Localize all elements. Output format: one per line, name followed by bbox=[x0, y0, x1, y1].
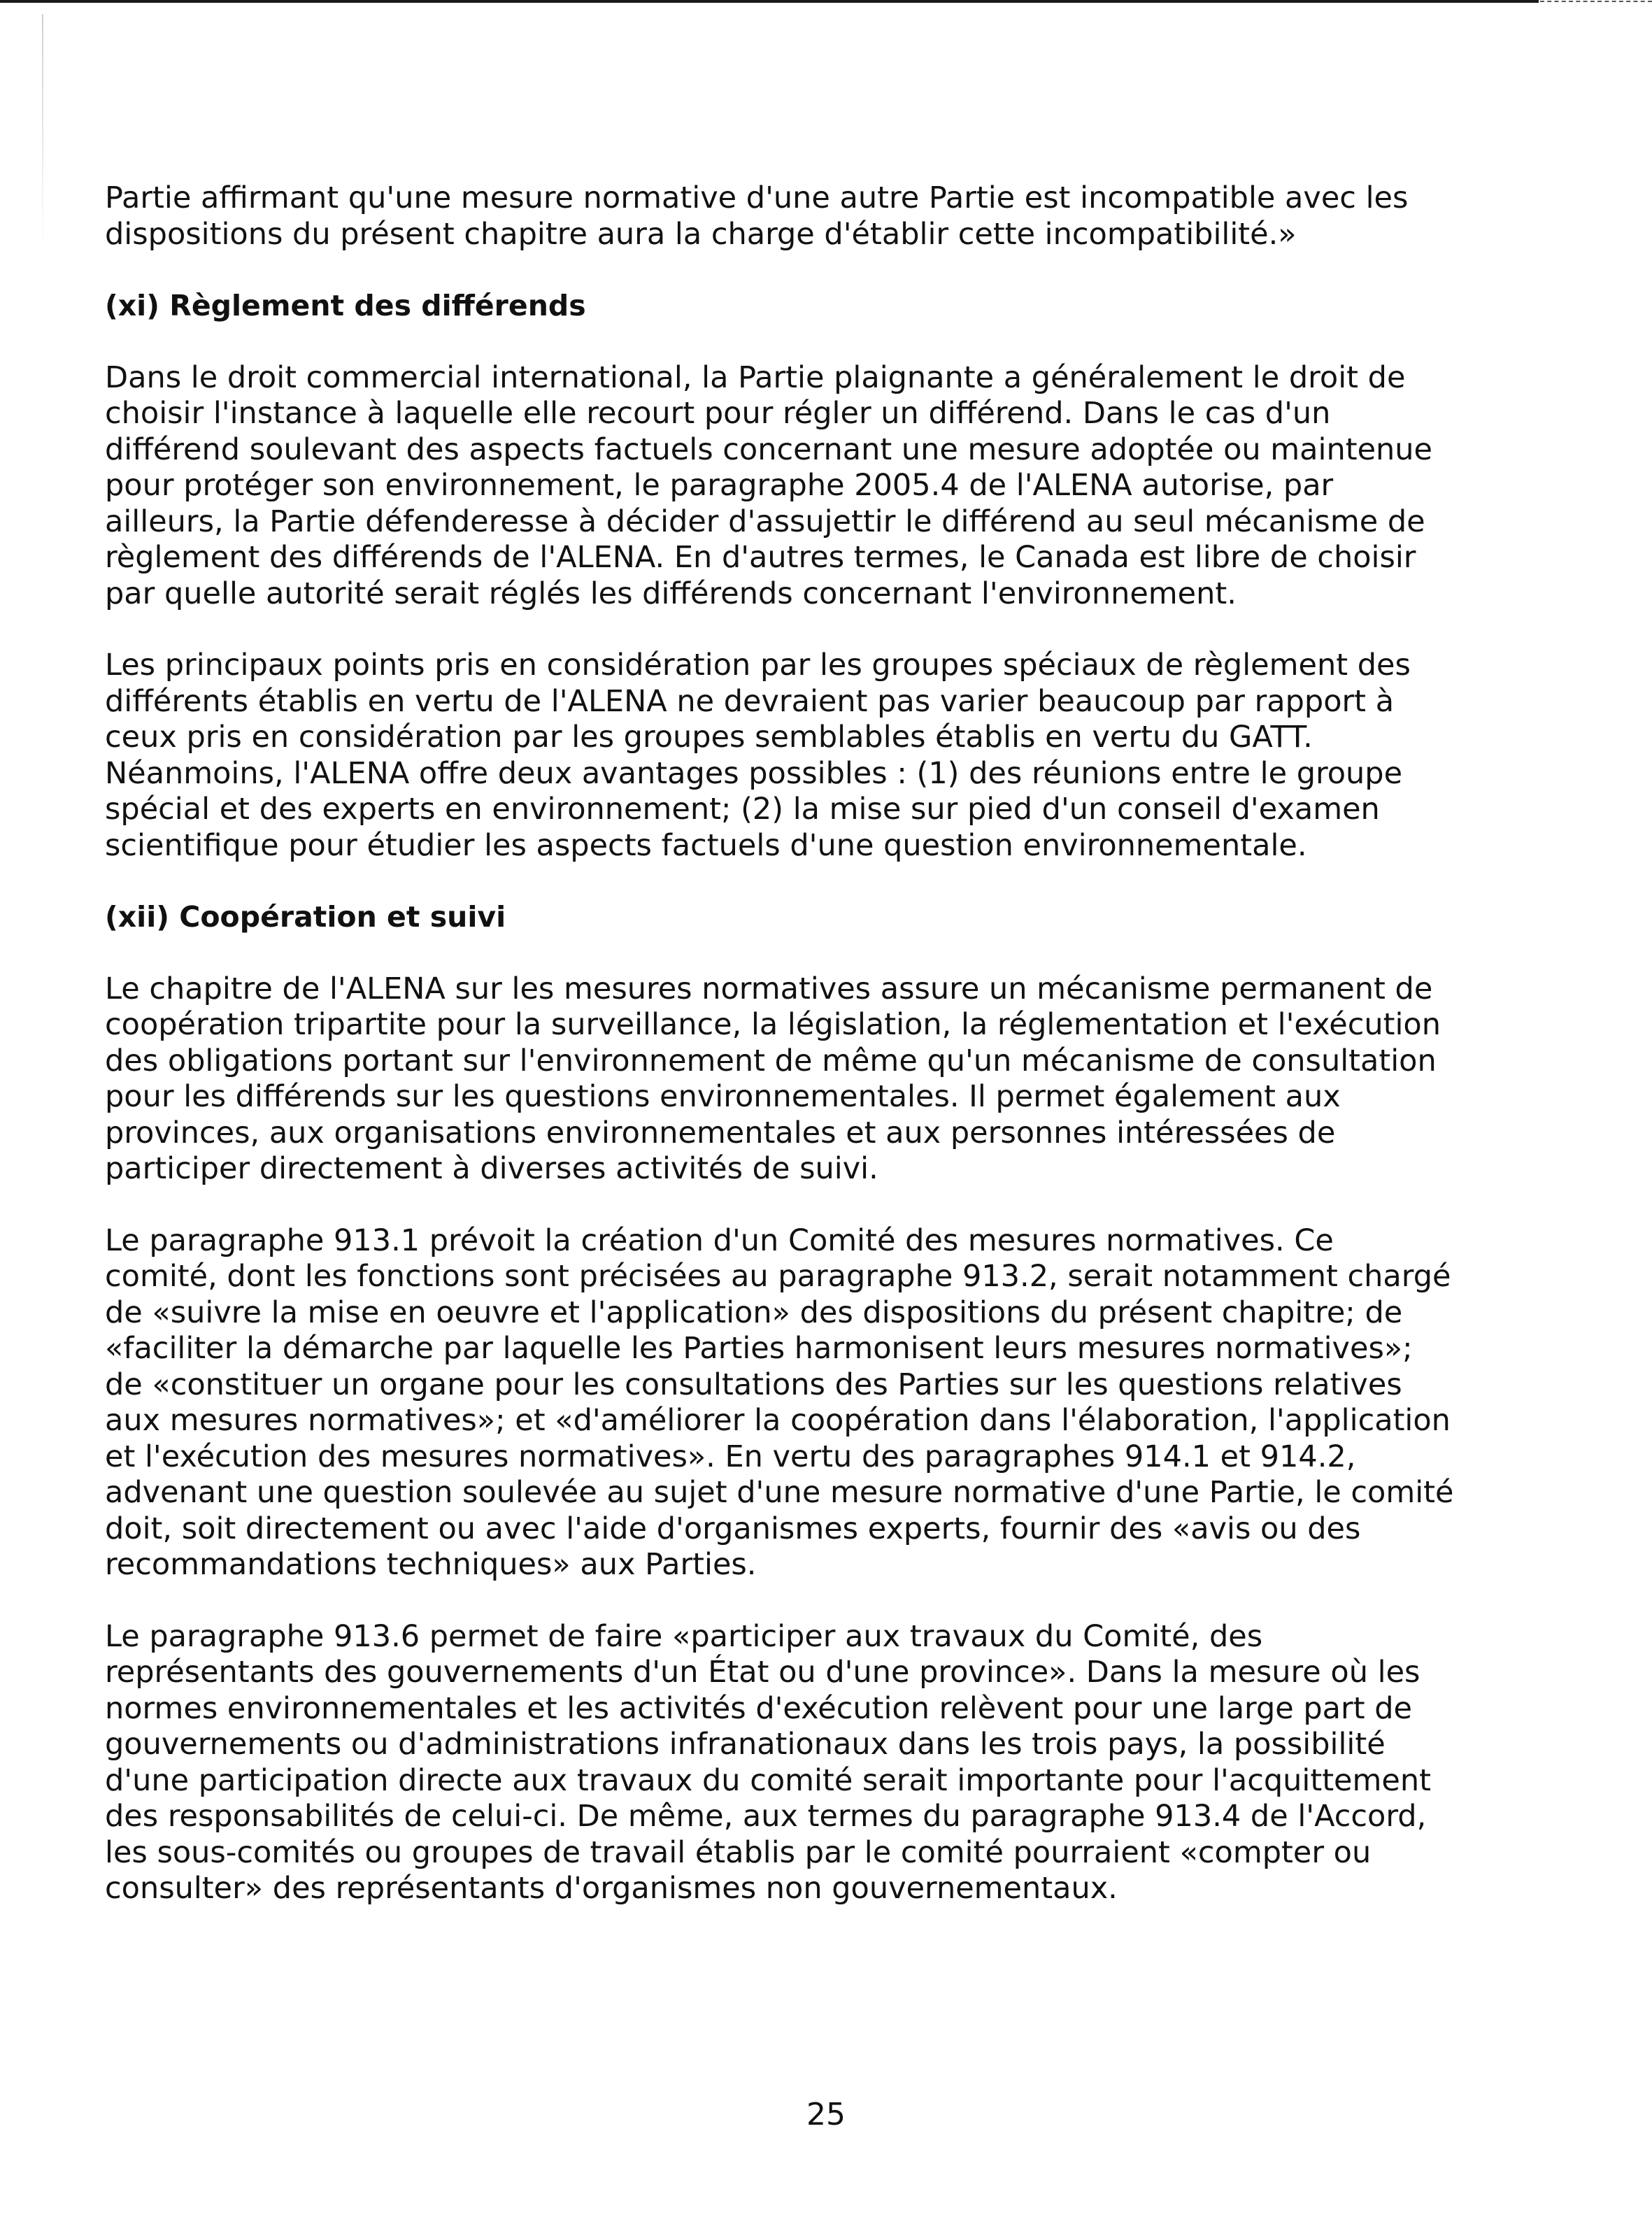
paragraph-forum-choice: Dans le droit commercial international, la Partie plaignante a généralement le droit de choisir l'instance à laquelle elle recourt pour régler un différend. Dans le cas d'un différend soulevant des aspects factuels concernant une mesure adoptée ou maintenue pour protéger son environnement, le paragraphe 2005.4 de l'ALENA autorise, par ailleurs, la Partie défenderesse à décider d'assujettir le différend au seul mécanisme de règlement des différends de l'ALENA. En d'autres termes, le Canada est libre de choisir par quelle autorité serait réglés les différends concernant l'environnement. bbox=[105, 359, 1433, 611]
paragraph-tripartite-cooperation: Le chapitre de l'ALENA sur les mesures normatives assure un mécanisme permanent de coopération tripartite pour la surveillance, la législation, la réglementation et l'exécution des obligations portant sur l'environnement de même qu'un mécanisme de consultation pour les différends sur les questions environnementales. Il permet également aux provinces, aux organisations environnementales et aux personnes intéressées de participer directement à diverses activités de suivi. bbox=[105, 971, 1441, 1186]
page-body bbox=[105, 180, 1455, 1907]
scan-left-mark bbox=[42, 14, 43, 252]
scan-top-dash bbox=[1540, 1, 1652, 2]
page-number: 25 bbox=[806, 2097, 846, 2132]
paragraph-panel-considerations: Les principaux points pris en considération par les groupes spéciaux de règlement des différents établis en vertu de l'ALENA ne devraient pas varier beaucoup par rapport à ceux pris en considération par les groupes semblables établis en vertu du GATT. Néanmoins, l'ALENA offre deux avantages possibles : (1) des réunions entre le groupe spécial et des experts en environnement; (2) la mise sur pied d'un conseil d'examen scientifique pour étudier les aspects factuels d'une question environnementale. bbox=[105, 648, 1411, 863]
paragraph-incompatibility-burden: Partie affirmant qu'une mesure normative d'une autre Partie est incompatible avec les dispositions du présent chapitre aura la charge d'établir cette incompatibilité.» bbox=[105, 180, 1409, 252]
heading-cooperation-monitoring: (xii) Coopération et suivi bbox=[105, 900, 506, 934]
paragraph-standards-committee: Le paragraphe 913.1 prévoit la création d'un Comité des mesures normatives. Ce comité, dont les fonctions sont précisées au paragraphe 913.2, serait notamment chargé de «suivre la mise en oeuvre et l'application» des dispositions du présent chapitre; de «faciliter la démarche par laquelle les Parties harmonisent leurs mesures normatives»; de «constituer un organe pour les consultations des Parties sur les questions relatives aux mesures normatives»; et «d'améliorer la coopération dans l'élaboration, l'application et l'exécution des mesures normatives». En vertu des paragraphes 914.1 et 914.2, advenant une question soulevée au sujet d'une mesure normative d'une Partie, le comité doit, soit directement ou avec l'aide d'organismes experts, fournir des «avis ou des recommandations techniques» aux Parties. bbox=[105, 1223, 1454, 1582]
paragraph-state-participation: Le paragraphe 913.6 permet de faire «participer aux travaux du Comité, des représentants des gouvernements d'un État ou d'une province». Dans la mesure où les normes environnementales et les activités d'exécution relèvent pour une large part de gouvernements ou d'administrations infranationaux dans les trois pays, la possibilité d'une participation directe aux travaux du comité serait importante pour l'acquittement des responsabilités de celui-ci. De même, aux termes du paragraphe 913.4 de l'Accord, les sous-comités ou groupes de travail établis par le comité pourraient «compter ou consulter» des représentants d'organismes non gouvernementaux. bbox=[105, 1618, 1431, 1906]
heading-dispute-settlement: (xi) Règlement des différends bbox=[105, 289, 586, 322]
scan-top-edge bbox=[0, 0, 1539, 3]
